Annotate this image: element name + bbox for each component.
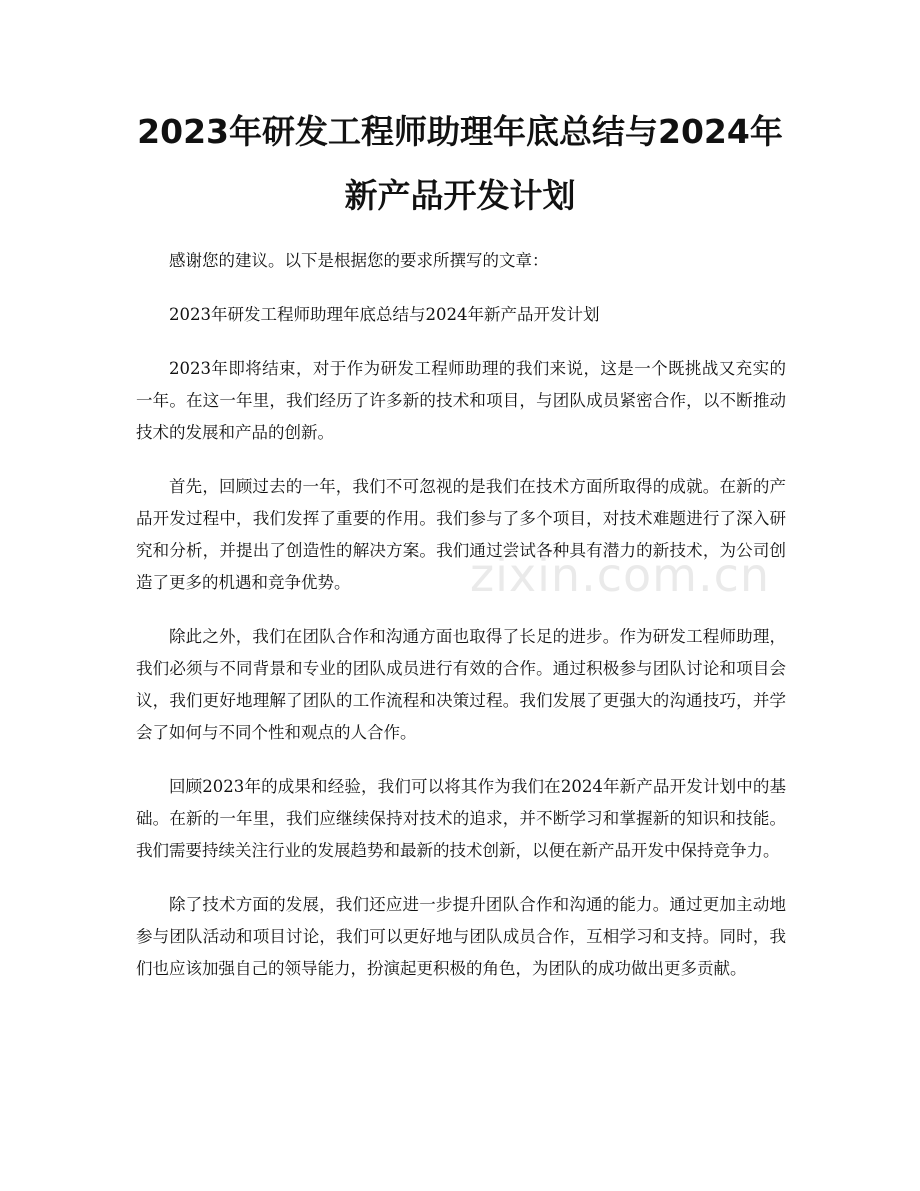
paragraph-4: 回顾2023年的成果和经验，我们可以将其作为我们在2024年新产品开发计划中的基础。在新的一年里，我们应继续保持对技术的追求，并不断学习和掌握新的知识和技能。我们需要持续关注行业的发展趋势和最新的技术创新，以便在新产品开发中保持竞争力。: [136, 777, 786, 860]
paragraph-3: 除此之外，我们在团队合作和沟通方面也取得了长足的进步。作为研发工程师助理，我们必须与不同背景和专业的团队成员进行有效的合作。通过积极参与团队讨论和项目会议，我们更好地理解了团队的工作流程和决策过程。我们发展了更强大的沟通技巧，并学会了如何与不同个性和观点的人合作。: [136, 627, 786, 742]
watermark: zixin.com.cn: [470, 548, 771, 602]
document-body: [136, 245, 786, 1007]
paragraph-1: 2023年即将结束，对于作为研发工程师助理的我们来说，这是一个既挑战又充实的一年。在这一年里，我们经历了许多新的技术和项目，与团队成员紧密合作，以不断推动技术的发展和产品的创新。: [136, 359, 786, 442]
paragraph-intro: 感谢您的建议。以下是根据您的要求所撰写的文章：: [169, 251, 549, 270]
paragraph-5: 除了技术方面的发展，我们还应进一步提升团队合作和沟通的能力。通过更加主动地参与团队活动和项目讨论，我们可以更好地与团队成员合作，互相学习和支持。同时，我们也应该加强自己的领导能力，扮演起更积极的角色，为团队的成功做出更多贡献。: [136, 895, 786, 978]
paragraph-subtitle: 2023年研发工程师助理年底总结与2024年新产品开发计划: [169, 305, 600, 324]
document-title: 2023年研发工程师助理年底总结与2024年新产品开发计划: [137, 112, 783, 215]
paragraph-2: 首先，回顾过去的一年，我们不可忽视的是我们在技术方面所取得的成就。在新的产品开发过程中，我们发挥了重要的作用。我们参与了多个项目，对技术难题进行了深入研究和分析，并提出了创造性的解决方案。我们通过尝试各种具有潜力的新技术，为公司创造了更多的机遇和竞争优势。: [136, 477, 786, 592]
